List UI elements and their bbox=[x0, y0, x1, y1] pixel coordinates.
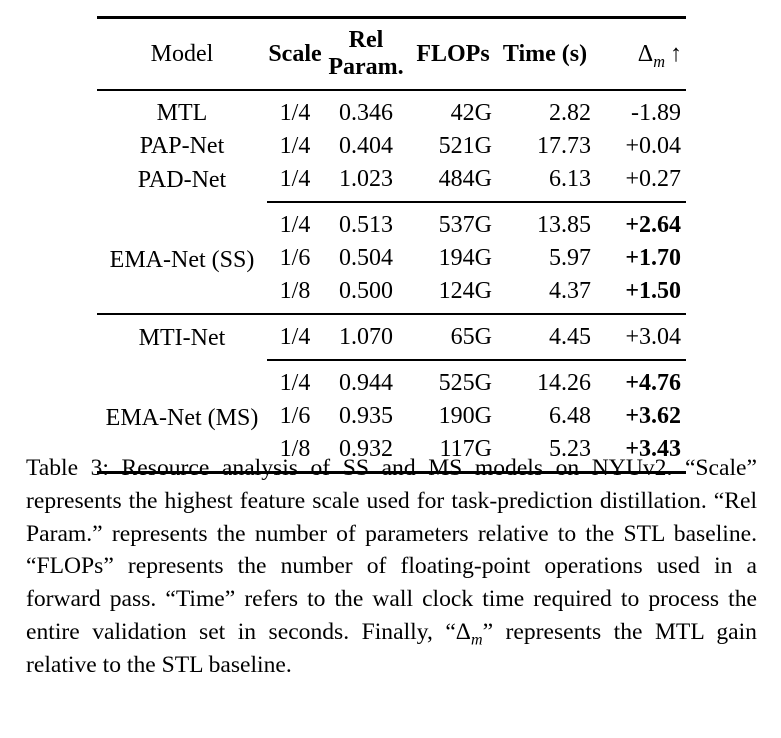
delta-symbol: Δ bbox=[455, 618, 471, 645]
cell-scale: 1/4 bbox=[267, 360, 323, 400]
cell-time: 5.23 bbox=[549, 436, 591, 462]
up-arrow-icon: ↑ bbox=[670, 40, 682, 67]
cell-delta: +3.43 bbox=[625, 436, 681, 462]
col-header-time: Time (s) bbox=[497, 18, 593, 91]
cell-rel-param: 0.504 bbox=[339, 245, 393, 271]
cell-model-ema-ss: EMA-Net (SS) bbox=[109, 247, 255, 273]
cell-scale: 1/4 bbox=[279, 100, 311, 126]
cell-flops: 521G bbox=[438, 133, 492, 159]
cell-delta: +2.64 bbox=[593, 202, 686, 242]
cell-delta: +3.62 bbox=[625, 403, 681, 429]
cell-rel-param: 0.944 bbox=[323, 360, 409, 400]
cell-time: 6.13 bbox=[549, 166, 591, 192]
delta-subscript: m bbox=[470, 631, 483, 649]
cell-time: 5.97 bbox=[549, 245, 591, 271]
caption-text-part1: Table 3: Resource analysis of SS and MS models on NYUv2. “Scale” represents the highest feature scale used for task-prediction distillation. “Rel Param.” represents the number of parameters relative to the STL baseline. “FLOPs” represents the number of floating-point operations used in a forward pass. “Time” refers to the wall clock time required to process the entire validation set in seconds. Finally, “ bbox=[26, 455, 757, 645]
cell-flops: 537G bbox=[409, 202, 497, 242]
resource-analysis-table bbox=[97, 16, 686, 474]
cell-flops: 525G bbox=[409, 360, 497, 400]
cell-delta: +1.70 bbox=[625, 245, 681, 271]
cell-rel-param: 1.023 bbox=[339, 166, 393, 192]
cell-scale: 1/8 bbox=[279, 278, 311, 304]
table-row-pap-net bbox=[97, 130, 686, 163]
col-header-scale: Scale bbox=[267, 18, 323, 91]
cell-rel-param: 0.935 bbox=[339, 403, 393, 429]
table-row-pad-net bbox=[97, 163, 686, 202]
cell-time: 14.26 bbox=[497, 360, 593, 400]
cell-scale: 1/6 bbox=[279, 245, 311, 271]
table-caption bbox=[26, 452, 757, 682]
delta-subscript: m bbox=[653, 51, 665, 71]
cell-delta: -1.89 bbox=[631, 100, 681, 126]
cell-time: 6.48 bbox=[549, 403, 591, 429]
cell-flops: 42G bbox=[450, 100, 492, 126]
cell-model: MTL bbox=[156, 100, 208, 126]
cell-flops: 117G bbox=[439, 436, 492, 462]
cell-rel-param: 0.513 bbox=[323, 202, 409, 242]
cell-flops: 484G bbox=[438, 166, 492, 192]
caption-text-part2: ” represents the MTL gain relative to the STL baseline. bbox=[26, 618, 757, 678]
cell-flops: 190G bbox=[438, 403, 492, 429]
table-row-ema-ms-1 bbox=[97, 360, 686, 400]
cell-rel-param: 0.500 bbox=[339, 278, 393, 304]
col-header-rel-param-line2: Param. bbox=[328, 54, 404, 80]
table-row-mtl bbox=[97, 90, 686, 130]
cell-model-ema-ms: EMA-Net (MS) bbox=[105, 405, 259, 431]
col-header-rel-param bbox=[323, 18, 409, 91]
table-row-ema-ss-1 bbox=[97, 202, 686, 242]
cell-scale: 1/6 bbox=[279, 403, 311, 429]
cell-delta: +3.04 bbox=[593, 314, 686, 360]
cell-delta: +4.76 bbox=[593, 360, 686, 400]
cell-delta: +0.27 bbox=[625, 166, 681, 192]
cell-rel-param: 0.932 bbox=[339, 436, 393, 462]
cell-time: 2.82 bbox=[549, 100, 591, 126]
table-row-mti-net bbox=[97, 314, 686, 360]
col-header-flops: FLOPs bbox=[409, 18, 497, 91]
cell-scale: 1/4 bbox=[279, 166, 311, 192]
cell-delta: +1.50 bbox=[625, 278, 681, 304]
cell-time: 4.37 bbox=[549, 278, 591, 304]
cell-rel-param: 0.346 bbox=[339, 100, 393, 126]
cell-delta: +0.04 bbox=[625, 133, 681, 159]
cell-rel-param: 1.070 bbox=[323, 314, 409, 360]
cell-flops: 194G bbox=[438, 245, 492, 271]
cell-scale: 1/4 bbox=[267, 202, 323, 242]
delta-symbol: Δ bbox=[637, 40, 654, 67]
cell-model: PAD-Net bbox=[137, 166, 227, 193]
cell-time: 13.85 bbox=[497, 202, 593, 242]
col-header-delta bbox=[593, 18, 686, 91]
cell-scale: 1/4 bbox=[279, 133, 311, 159]
cell-time: 4.45 bbox=[497, 314, 593, 360]
cell-flops: 124G bbox=[438, 278, 492, 304]
col-header-model: Model bbox=[97, 18, 267, 91]
cell-flops: 65G bbox=[409, 314, 497, 360]
col-header-rel-param-line1: Rel bbox=[348, 27, 384, 53]
header-row bbox=[97, 18, 686, 91]
cell-time: 17.73 bbox=[537, 133, 591, 159]
cell-model: MTI-Net bbox=[97, 314, 267, 360]
cell-scale: 1/8 bbox=[279, 436, 311, 462]
cell-model: PAP-Net bbox=[139, 133, 225, 159]
cell-rel-param: 0.404 bbox=[339, 133, 393, 159]
cell-scale: 1/4 bbox=[267, 314, 323, 360]
